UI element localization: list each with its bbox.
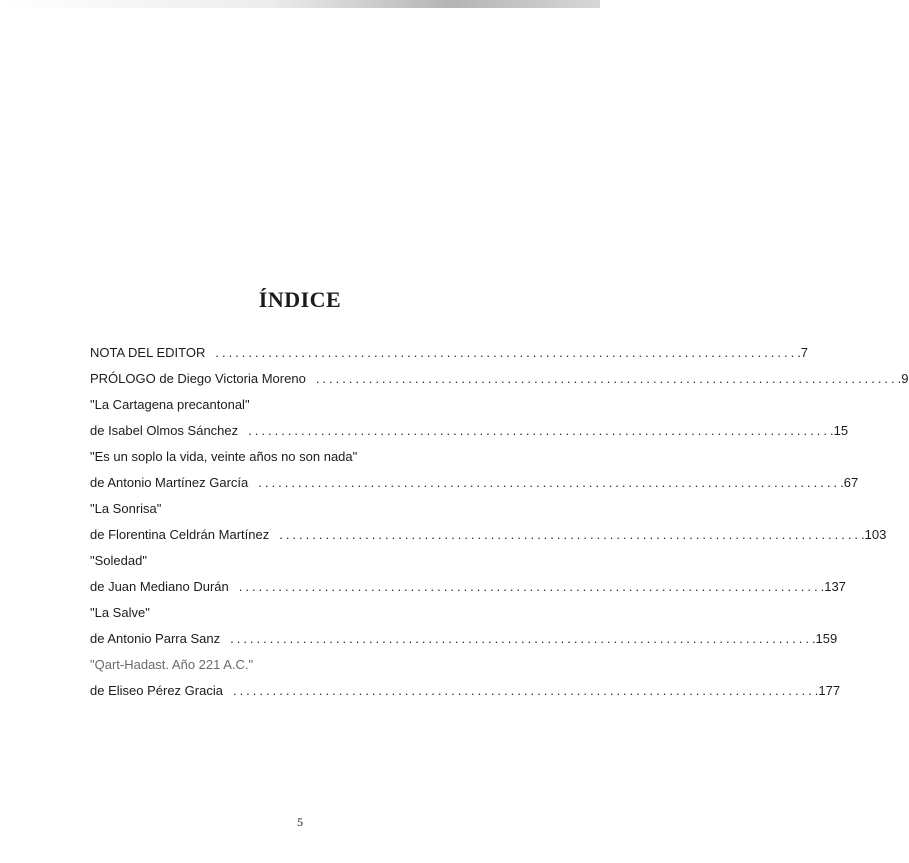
leader-dots: ........................................................................................ [232, 683, 815, 698]
toc-entry-title: de Antonio Martínez García [90, 475, 249, 490]
toc-entry-title: de Eliseo Pérez Gracia [90, 683, 223, 698]
toc-entry-page: .103 [861, 527, 887, 542]
toc-entry-author [90, 526, 887, 552]
toc-entry-title: "La Sonrisa" [90, 501, 162, 516]
page-number: 5 [297, 815, 303, 829]
toc-entry-author [90, 578, 846, 604]
toc-entry-page: .159 [811, 631, 838, 646]
toc-entry-title: NOTA DEL EDITOR [90, 345, 206, 360]
toc-entry-title: "La Cartagena precantonal" [90, 397, 250, 412]
toc-entry-nota-editor [90, 344, 809, 370]
table-of-contents [90, 344, 909, 708]
toc-entry-title: "Soledad" [90, 553, 147, 568]
toc-entry-page: .15 [829, 423, 849, 438]
toc-entry-title: PRÓLOGO de Diego Victoria Moreno [90, 371, 306, 386]
toc-entry-title: de Antonio Parra Sanz [90, 631, 221, 646]
leader-dots: ........................................................................................ [238, 579, 821, 594]
toc-entry-page: .137 [820, 579, 846, 594]
toc-entry-title: "Es un soplo la vida, veinte años no son nada" [90, 449, 358, 464]
toc-entry-heading [90, 552, 530, 578]
leader-dots: ........................................................................................ [215, 345, 798, 360]
toc-entry-heading [90, 656, 530, 682]
toc-entry-heading [90, 396, 530, 422]
toc-entry-heading [90, 604, 530, 630]
toc-entry-title: de Juan Mediano Durán [90, 579, 229, 594]
leader-dots: ........................................................................................ [279, 527, 862, 542]
toc-entry-page: .67 [840, 475, 859, 490]
toc-entry-author [90, 474, 859, 500]
toc-entry-title: de Isabel Olmos Sánchez [90, 423, 239, 438]
toc-entry-author [90, 630, 838, 656]
leader-dots: ........................................................................................ [230, 631, 812, 646]
toc-entry-title: "Qart-Hadast. Año 221 A.C." [90, 657, 254, 672]
leader-dots: ........................................................................................ [315, 371, 898, 386]
scan-edge-shadow [0, 0, 600, 8]
toc-entry-heading [90, 500, 530, 526]
toc-entry-title: "La Salve" [90, 605, 150, 620]
toc-entry-heading [90, 448, 530, 474]
leader-dots: ........................................................................................ [248, 423, 830, 438]
toc-entry-prologo [90, 370, 909, 396]
leader-dots: ........................................................................................ [258, 475, 841, 490]
toc-entry-page: .9 [897, 371, 909, 386]
page-title: ÍNDICE [258, 287, 342, 312]
toc-entry-page: .7 [797, 345, 809, 360]
toc-entry-author [90, 422, 849, 448]
toc-entry-page: .177 [814, 683, 841, 698]
toc-entry-title: de Florentina Celdrán Martínez [90, 527, 270, 542]
toc-entry-author [90, 682, 841, 708]
